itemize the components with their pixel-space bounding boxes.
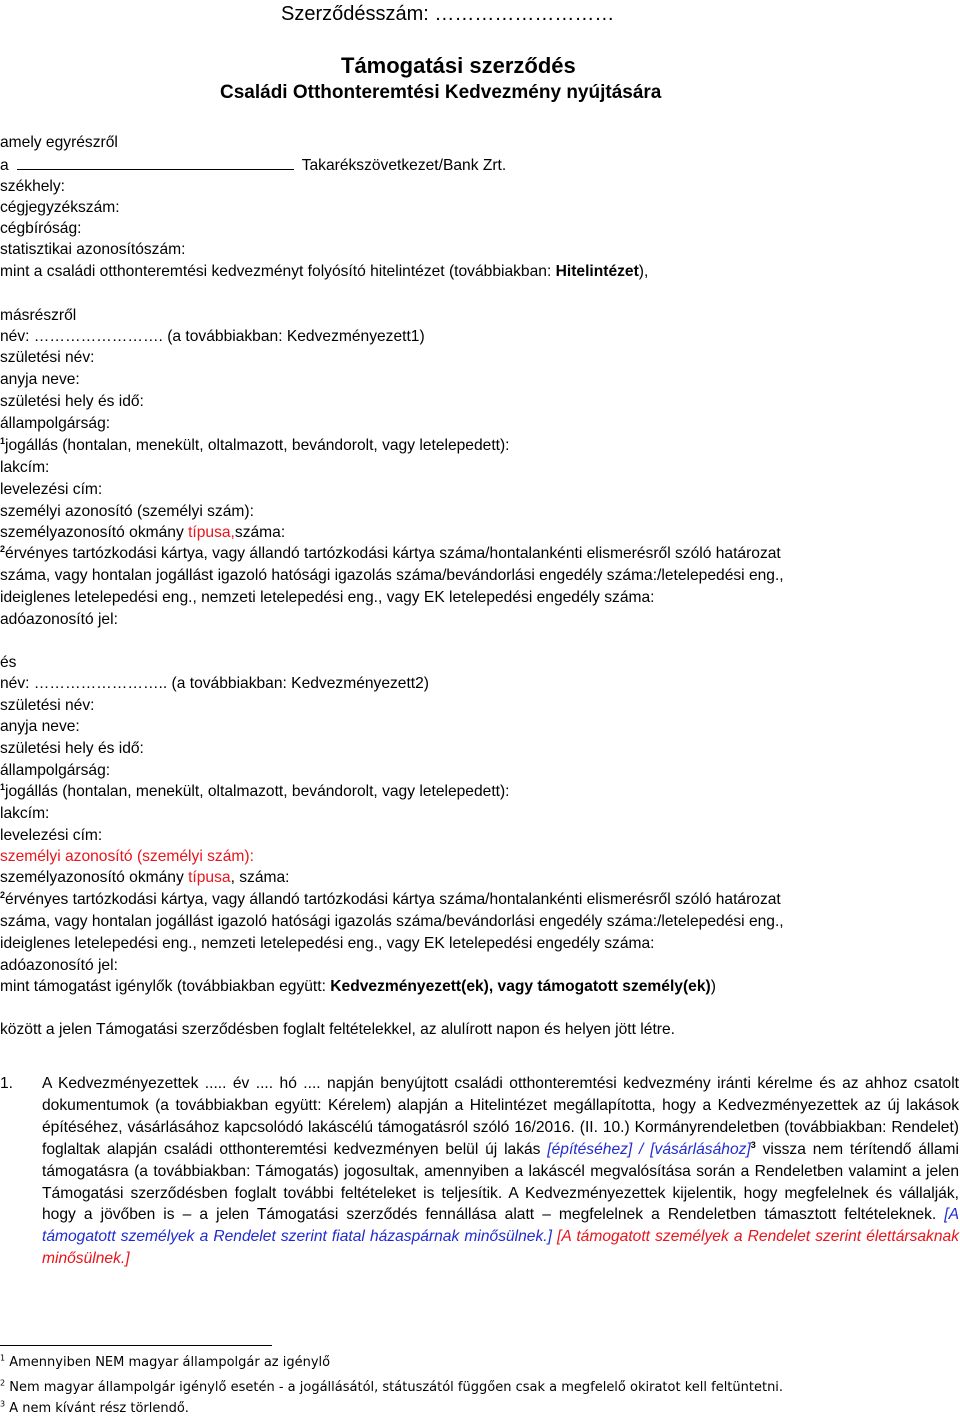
as-applicants-text: mint támogatást igénylők (továbbiakban együtt:: [0, 978, 331, 995]
footnote-separator: [0, 1345, 272, 1346]
contract-number: Szerződésszám: ………………………: [281, 3, 615, 25]
section1-option-married: [A támogatott személyek a Rendelet szerint fiatal házaspárnak minősülnek.]: [42, 1206, 959, 1246]
footnote-3: [0, 1401, 189, 1417]
section1-text-part1: A Kedvezményezettek ..... év .... hó .... napján benyújtott családi otthonteremtési kedvezmény iránti kérelme és az ahhoz csatolt dokumentumok (a továbbiakban együtt: Kérelem) alapján a Hitelintézet megállapította, hogy a Kedvezményezettek az új lakások építéséhez, vásárlásához kapcsolódó lakáscélú támogatásról szóló 16/2016. (II. 10.) Kormányrendeletben (továbbiakban: Rendelet) foglaltak alapján családi otthonteremtési kedvezményen belül új lakás: [42, 1075, 959, 1158]
party1-id-doc-number: száma:: [234, 524, 286, 541]
party1-address: lakcím:: [0, 459, 50, 476]
footnote-ref-2: 2: [0, 543, 6, 554]
bank-name-blank: [17, 155, 294, 170]
section1-option-build-buy: [építéséhez] / [vásárlásához]: [547, 1140, 751, 1158]
party1-birth-name: születési név:: [0, 349, 95, 366]
party2-mother: anyja neve:: [0, 718, 80, 735]
bank-as-institution-text: mint a családi otthonteremtési kedvezményt folyósító hitelintézet (továbbiakban:: [0, 263, 556, 280]
footnote-2-number: 2: [0, 1378, 6, 1388]
party2-legal-status-text: jogállás (hontalan, menekült, oltalmazott, bevándorolt, vagy letelepedett):: [5, 783, 510, 800]
party2-id-doc-number: , száma:: [230, 869, 290, 886]
party1-legal-status-text: jogállás (hontalan, menekült, oltalmazott, bevándorolt, vagy letelepedett):: [5, 437, 510, 454]
party1-permit-line3: ideiglenes letelepedési eng., nemzeti letelepedési eng., vagy EK letelepedési engedély száma:: [0, 589, 655, 606]
party2-as-applicants: [0, 977, 716, 997]
footnote-ref-2: 2: [0, 889, 6, 900]
party2-citizenship: állampolgárság:: [0, 762, 111, 779]
party1-legal-status: [0, 436, 510, 456]
party2-permit-line3: ideiglenes letelepedési eng., nemzeti letelepedési eng., vagy EK letelepedési engedély száma:: [0, 935, 655, 952]
party2-mail-address: levelezési cím:: [0, 827, 103, 844]
bank-as-institution-end: ),: [638, 263, 649, 280]
party2-id-doc: [0, 868, 290, 888]
party1-citizenship: állampolgárság:: [0, 415, 111, 432]
party1-birth-place: születési hely és idő:: [0, 393, 144, 410]
party2-id-doc-type: típusa: [188, 869, 231, 886]
bank-name-line: [0, 155, 506, 176]
party2-birth-name: születési név:: [0, 697, 95, 714]
party2-permit-text1: érvényes tartózkodási kártya, vagy állandó tartózkodási kártya száma/hontalankénti elismerésről szóló határozat: [5, 891, 781, 908]
footnote-ref-3: 3: [750, 1139, 756, 1150]
bank-reg-no: cégjegyzékszám:: [0, 199, 120, 216]
party2-legal-status: [0, 782, 510, 802]
party2-tax-id: adóazonosító jel:: [0, 957, 118, 974]
section1-paragraph: [42, 1073, 959, 1270]
between-clause: között a jelen Támogatási szerződésben foglalt feltételekkel, az alulírott napon és helyen jött létre.: [0, 1021, 675, 1038]
party1-permit-text1: érvényes tartózkodási kártya, vagy állandó tartózkodási kártya száma/hontalankénti elismerésről szóló határozat: [5, 545, 781, 562]
party1-name: név: ……………………. (a továbbiakban: Kedvezményezett1): [0, 328, 425, 345]
section1-text-part2: vissza nem térítendő állami támogatásra (a továbbiakban: Támogatás) jogosultak, amennyiben a lakáscél megvalósítása során a Rendeletben valamint a jelen Támogatási szerződésben foglalt további feltételeket is teljesítik. A Kedvezményezettek kijelentik, hogy megfelelnek és vállalják, hogy a jövőben is – a jelen Támogatási szerződés fennállása alatt – megfelelnek a Rendeletben támasztott feltételeknek.: [42, 1140, 959, 1224]
party2-personal-id: személyi azonosító (személyi szám):: [0, 848, 254, 865]
section1-option-partners: [A támogatott személyek a Rendelet szerint élettársaknak minősülnek.]: [42, 1228, 959, 1268]
bank-stat-id: statisztikai azonosítószám:: [0, 241, 186, 258]
footnote-1: [0, 1355, 330, 1371]
footnote-1-text: Amennyiben NEM magyar állampolgár az igénylő: [9, 1355, 331, 1370]
party2-permit-line2: száma, vagy hontalan jogállást igazoló hatósági igazolás száma/bevándorlási engedély száma:/letelepedési eng.,: [0, 913, 784, 930]
party1-personal-id: személyi azonosító (személyi szám):: [0, 503, 254, 520]
party1-id-doc: [0, 523, 285, 543]
document-subtitle: Családi Otthonteremtési Kedvezmény nyújtására: [220, 82, 662, 103]
footnote-2-text: Nem magyar állampolgár igénylő esetén - a jogállásától, státuszától függően csak a megfelelő okiratot kell feltüntetni.: [9, 1380, 784, 1395]
party2-name: név: …………………….. (a továbbiakban: Kedvezményezett2): [0, 675, 430, 692]
party1-mother: anyja neve:: [0, 371, 80, 388]
bank-court: cégbíróság:: [0, 220, 82, 237]
footnote-ref-1: 1: [0, 435, 6, 446]
document-title: Támogatási szerződés: [341, 53, 576, 78]
party2-id-doc-label: személyazonosító okmány: [0, 869, 189, 886]
footnote-2: [0, 1380, 783, 1396]
party1-id-doc-type: típusa,: [188, 524, 235, 541]
party2-address: lakcím:: [0, 805, 50, 822]
party1-tax-id: adóazonosító jel:: [0, 611, 118, 628]
footnote-3-text: A nem kívánt rész törlendő.: [9, 1401, 189, 1416]
bank-a-letter: a: [0, 157, 9, 174]
party2-birth-place: születési hely és idő:: [0, 740, 144, 757]
section1-number: 1.: [0, 1075, 14, 1092]
party1-id-doc-label: személyazonosító okmány: [0, 524, 189, 541]
bank-institution-term: Hitelintézet: [555, 263, 639, 280]
as-applicants-end: ): [710, 978, 716, 995]
and-label: és: [0, 654, 17, 671]
party1-mail-address: levelezési cím:: [0, 481, 103, 498]
bank-name: Takarékszövetkezet/Bank Zrt.: [301, 157, 507, 174]
party2-permit-line1: [0, 890, 781, 910]
footnote-3-number: 3: [0, 1399, 6, 1409]
party1-permit-line1: [0, 544, 781, 564]
as-applicants-term: Kedvezményezett(ek), vagy támogatott személy(ek): [330, 978, 711, 995]
party1-permit-line2: száma, vagy hontalan jogállást igazoló hatósági igazolás száma/bevándorlási engedély száma:/letelepedési eng.,: [0, 567, 784, 584]
bank-as-institution: [0, 262, 648, 282]
bank-seat: székhely:: [0, 178, 66, 195]
bank-intro: amely egyrészről: [0, 134, 118, 151]
footnote-ref-1: 1: [0, 781, 6, 792]
footnote-1-number: 1: [0, 1353, 6, 1363]
other-side-label: másrészről: [0, 307, 77, 324]
